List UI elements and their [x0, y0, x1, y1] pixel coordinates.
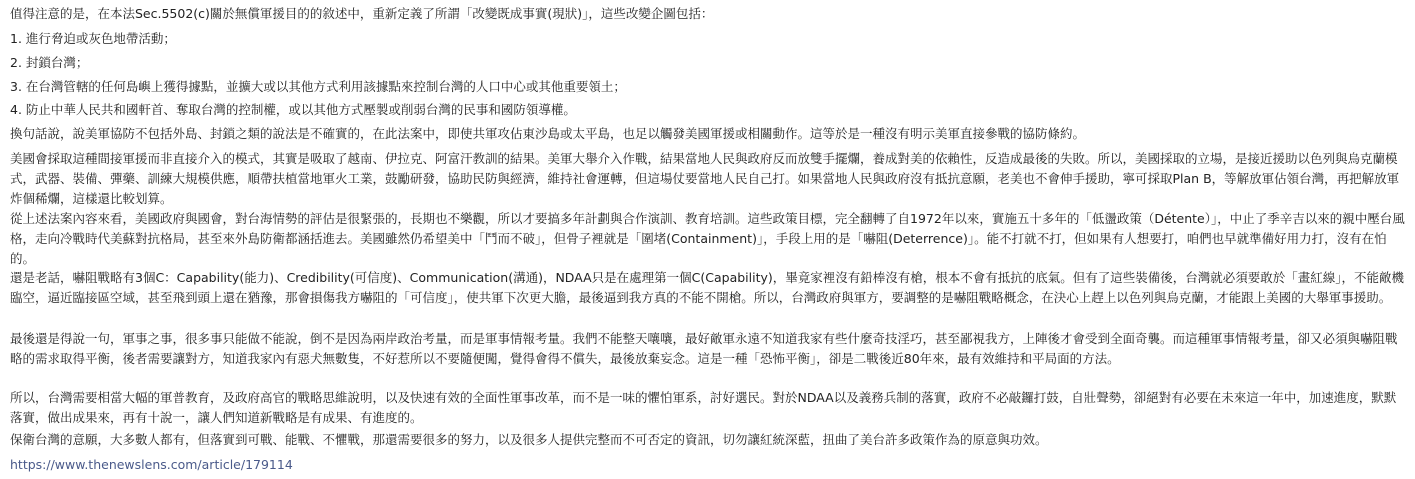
list-item: 1. 進行脅迫或灰色地帶活動； [10, 31, 176, 46]
body-paragraph: 美國會採取這種間接軍援而非直接介入的模式，其實是吸取了越南、伊拉克、阿富汗教訓的結果。美軍大舉介入作戰，結果當地人民與政府反而放雙手擺爛，養成對美的依賴性，反造成最後的失敗。所以，美國採取的立場，是接近援助以色列與烏克蘭模式，武器、裝備、彈藥、訓練大規模供應，順帶扶植當地軍火工業，鼓勵研發，協助民防與經濟，維持社會運轉，但這場仗要當地人民自己打。如果當地人民與政府沒有抵抗意願，老美也不會伸手援助，寧可採取Plan B，等解放軍佔領台灣，再把解放軍炸個稀爛，這樣還比較划算。 [10, 151, 1400, 206]
body-paragraph: 保衛台灣的意願，大多數人都有，但落實到可戰、能戰、不懼戰，那還需要很多的努力，以及很多人提供完整而不可否定的資訊，切勿讓紅統深藍，扭曲了美台許多政策作為的原意與功效。 [10, 432, 1048, 447]
list-item: 3. 在台灣管轄的任何島嶼上獲得據點，並擴大或以其他方式利用該據點來控制台灣的人口中心或其他重要領土； [10, 79, 626, 94]
body-paragraph: 所以，台灣需要相當大幅的軍普教育，及政府高官的戰略思維說明，以及快速有效的全面性軍事改革，而不是一味的懼怕軍系，討好選民。對於NDAA以及義務兵制的落實，政府不必敲鑼打鼓，自壯聲勢，卻絕對有必要在未來這一年中，加速進度，默默落實，做出成果來，再有十說一，讓人們知道新戰略是有成果、有進度的。 [10, 390, 1397, 425]
body-paragraph: 還是老話，嚇阻戰略有3個C：Capability(能力)、Credibility(可信度)、Communication(溝通)，NDAA只是在處理第一個C(Capability)，畢竟家裡沒有鉛棒沒有槍，根本不會有抵抗的底氣。但有了這些裝備後，台灣就必須要敢於「畫紅線」，不能敵機臨空，逼近臨接區空域，甚至飛到頭上還在猶豫，那會損傷我方嚇阻的「可信度」，使共軍下次更大膽，最後逼到我方真的不能不開槍。所以，台灣政府與軍方，要調整的是嚇阻戰略概念，在決心上趕上以色列與烏克蘭，才能跟上美國的大舉軍事援助。 [10, 270, 1405, 305]
list-item: 4. 防止中華人民共和國軒首、奪取台灣的控制權，或以其他方式壓製或削弱台灣的民事和國防領導權。 [10, 102, 576, 117]
body-paragraph: 從上述法案內容來看，美國政府與國會，對台海情勢的評估是很緊張的，長期也不樂觀，所以才要搞多年計劃與合作演訓、教育培訓。這些政策目標，完全翻轉了自1972年以來，實施五十多年的「低盪政策（Détente）」，中止了季辛吉以來的親中壓台風格，走向冷戰時代美蘇對抗格局，甚至來外島防衛都涵括進去。美國雖然仍希望美中「鬥而不破」，但骨子裡就是「圍堵(Containment)」，手段上用的是「嚇阻(Deterrence)」。能不打就不打，但如果有人想要打，咱們也早就準備好用力打，沒有在怕的。 [10, 211, 1405, 266]
list-item: 2. 封鎖台灣； [10, 55, 89, 70]
body-paragraph: 換句話說，說美軍協防不包括外島、封鎖之類的說法是不確實的，在此法案中，即使共軍攻佔東沙島或太平島，也足以觸發美國軍援或相關動作。這等於是一種沒有明示美軍直接參戰的協防條約。 [10, 126, 1086, 141]
body-paragraph: 最後還是得說一句，軍事之事，很多事只能做不能說，倒不是因為兩岸政治考量，而是軍事情報考量。我們不能整天嚷嚷，最好敵軍永遠不知道我家有些什麼奇技淫巧，甚至鄙視我方，上陣後才會受到全面奇襲。而這種軍事情報考量，卻又必須與嚇阻戰略的需求取得平衡，後者需要讓對方，知道我家內有惡犬無數隻，不好惹所以不要隨便闖，覺得會得不償失，最後放棄妄念。這是一種「恐怖平衡」，卻是二戰後近80年來，最有效維持和平局面的方法。 [10, 331, 1398, 366]
intro-paragraph: 值得注意的是，在本法Sec.5502(c)關於無償軍援目的的敘述中，重新定義了所謂「改變既成事實(現狀)」，這些改變企圖包括： [10, 6, 714, 21]
source-link[interactable]: https://www.thenewslens.com/article/179114 [10, 457, 293, 472]
